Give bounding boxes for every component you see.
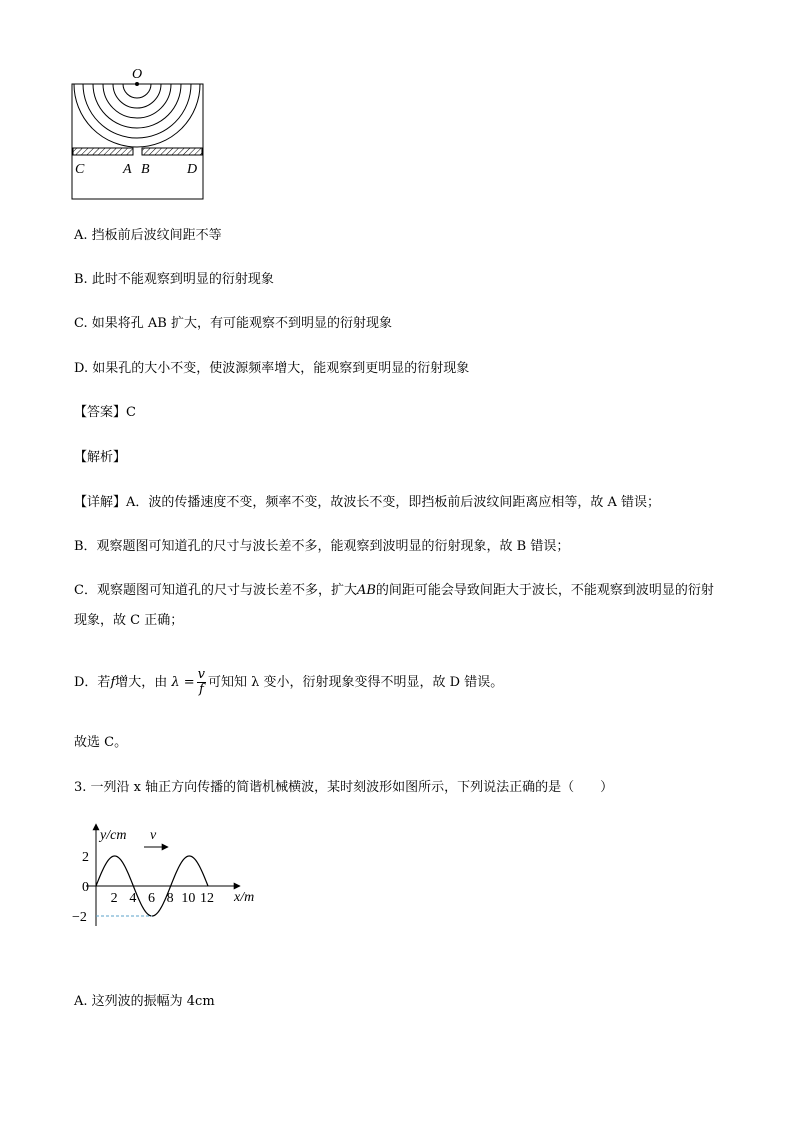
- option-a: A. 挡板前后波纹间距不等: [74, 228, 222, 243]
- tank-border: [72, 84, 203, 199]
- detail-a: 【详解】A．波的传播速度不变，频率不变，故波长不变，即挡板前后波纹间距离应相等，故 A 错误；: [74, 495, 661, 510]
- label-d: D: [187, 162, 198, 177]
- conclusion: 故选 C。: [74, 735, 128, 750]
- answer-label: 【答案】: [74, 405, 127, 420]
- source-point: [135, 82, 139, 86]
- velocity-label: v: [150, 828, 157, 843]
- wavefronts: [74, 84, 200, 147]
- x-tick-label: 2: [110, 891, 118, 906]
- label-c: C: [75, 162, 85, 177]
- answer-value: C: [126, 405, 136, 420]
- answer-line: [74, 404, 136, 422]
- y-tick-label: 0: [82, 880, 89, 895]
- detail-c: C．观察题图可知道孔的尺寸与波长差不多，扩大AB的间距可能会导致间距大于波长，不能观察到波明显的衍射现象，故 C 正确；: [74, 583, 714, 628]
- detail-d: D．若f增大，由 λ = $\frac{v}{f}$ 可知知 λ 变小，衍射现象变得不明显，故 D 错误。: [74, 667, 504, 697]
- x-tick-label: 8: [166, 891, 174, 906]
- option-c: C. 如果将孔 AB 扩大，有可能观察不到明显的衍射现象: [74, 316, 392, 331]
- x-tick-label: 10: [181, 891, 196, 906]
- diffraction-figure: [70, 64, 210, 204]
- lambda-eq: λ =: [171, 675, 195, 690]
- label-b: B: [141, 162, 150, 177]
- option-b: B. 此时不能观察到明显的衍射现象: [74, 272, 274, 287]
- x-tick-label: 6: [148, 891, 155, 906]
- ab-italic: AB: [356, 583, 376, 598]
- x-tick-label: 4: [129, 891, 137, 906]
- label-a: A: [123, 162, 132, 177]
- y-axis-label: y/cm: [100, 828, 127, 843]
- wave-chart: [70, 820, 270, 930]
- x-tick-label: 12: [200, 891, 214, 906]
- source-label: O: [132, 67, 143, 82]
- q3-option-a: A. 这列波的振幅为 4cm: [74, 994, 215, 1009]
- option-d: D. 如果孔的大小不变，使波源频率增大，能观察到更明显的衍射现象: [74, 361, 470, 376]
- q3-stem: 3. 一列沿 x 轴正方向传播的简谐机械横波，某时刻波形如图所示，下列说法正确的是（ ）: [74, 780, 614, 795]
- x-axis-label: x/m: [234, 890, 255, 905]
- y-tick-label: −2: [72, 910, 87, 925]
- barrier-right: [142, 148, 202, 155]
- barrier-left: [73, 148, 133, 155]
- fraction-v-over-f: $\frac{v}{f}$: [197, 667, 206, 697]
- y-tick-label: 2: [82, 850, 89, 865]
- analysis-label: 【解析】: [74, 450, 127, 465]
- detail-b: B．观察题图可知道孔的尺寸与波长差不多，能观察到波明显的衍射现象，故 B 错误；: [74, 539, 570, 554]
